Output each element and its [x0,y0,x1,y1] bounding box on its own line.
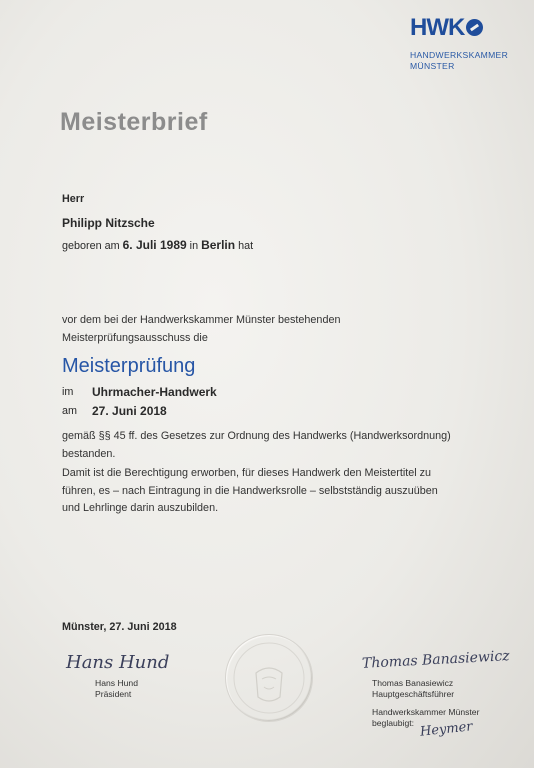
hwk-ring-icon [466,19,483,36]
director-block [372,678,454,700]
law-line2: bestanden. [62,447,116,460]
rights-text [62,465,482,518]
trade-prefix: im [62,386,74,398]
born-prefix: geboren am [62,240,120,252]
place-date: Münster, 27. Juni 2018 [62,621,177,633]
hwk-logo-text: HWK [410,14,465,41]
seal-emblem-icon [226,635,312,721]
committee-text [62,312,482,347]
certified-line2: beglaubigt: [372,718,415,728]
exam-date-prefix: am [62,405,77,417]
rights-line3: und Lehrlinge darin auszubilden. [62,502,219,514]
president-block [95,678,138,700]
president-signature: Hans Hund [66,652,170,673]
president-role: Präsident [95,689,132,699]
embossed-seal-icon [225,634,313,722]
director-role: Hauptgeschäftsführer [372,689,455,699]
document-title: Meisterbrief [60,108,208,136]
certifier-signature: Heymer [419,719,474,740]
salutation: Herr [62,193,85,205]
director-name: Thomas Banasiewicz [372,678,454,688]
issuer-line1: HANDWERKSKAMMER [410,50,509,60]
rights-line1: Damit ist die Berechtigung erworben, für dieses Handwerk den Meistertitel zu [62,467,432,479]
issuer-line2: MÜNSTER [410,61,455,71]
director-signature: Thomas Banasiewicz [361,648,510,672]
rights-line2: führen, es – nach Eintragung in die Handwerksrolle – selbstständig auszuüben [62,484,438,497]
born-in: in [189,240,199,252]
issuer-name [410,50,508,72]
president-name: Hans Hund [95,678,138,688]
committee-line1: vor dem bei der Handwerkskammer Münster bestehenden [62,314,341,326]
law-line1: gemäß §§ 45 ff. des Gesetzes zur Ordnung des Handwerks (Handwerksordnung) [62,430,451,442]
law-text [62,428,482,463]
birth-date: 6. Juli 1989 [122,238,187,252]
recipient-name: Philipp Nitzsche [62,216,155,230]
exam-date-value: 27. Juni 2018 [92,404,167,418]
trade-value: Uhrmacher-Handwerk [92,385,217,399]
exam-heading: Meisterprüfung [62,355,196,377]
committee-line2: Meisterprüfungsausschuss die [62,331,208,344]
birth-line [62,238,253,252]
hwk-logo [410,14,483,42]
birth-place: Berlin [201,238,236,252]
certified-line1: Handwerkskammer Münster [372,707,480,717]
born-suffix: hat [238,240,254,252]
